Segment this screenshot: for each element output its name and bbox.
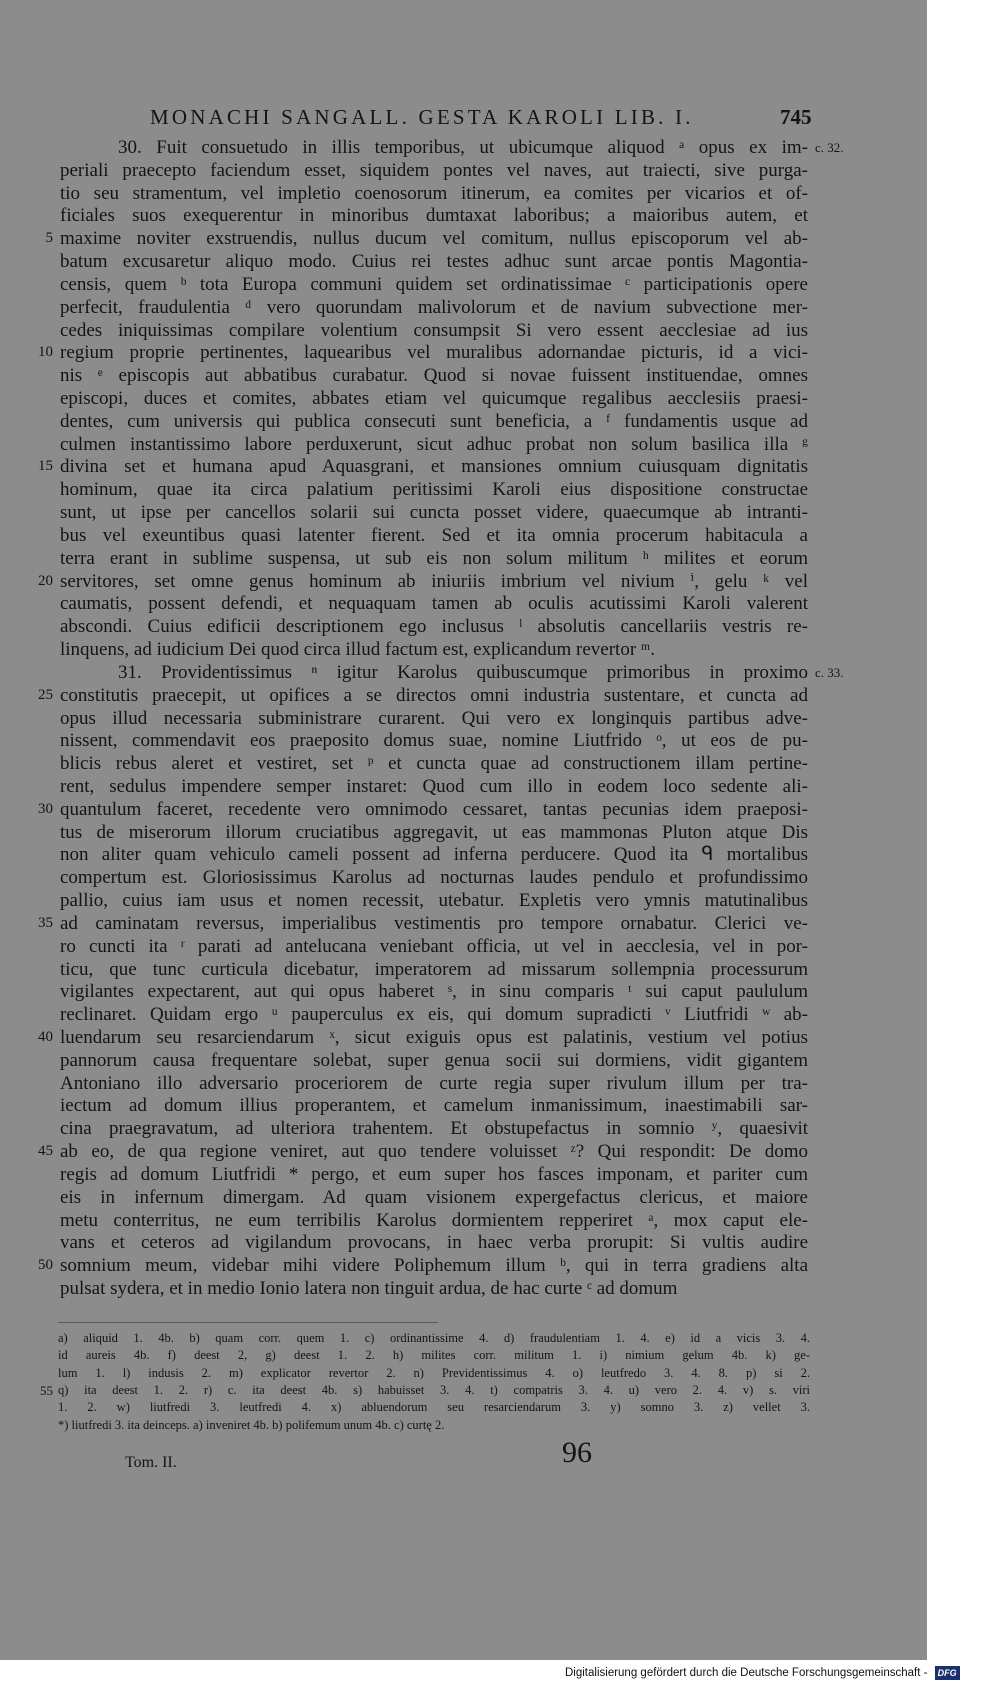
text-line (0, 638, 927, 661)
text-line (0, 684, 927, 707)
footnote-line (0, 1382, 927, 1399)
line-text: opus illud necessaria subministrare curarent. Qui vero ex longinquis partibus adve- (60, 707, 808, 729)
line-text: perfecit, fraudulentia ᵈ vero quorundam malivolorum et de navium subvectione mer- (60, 296, 808, 318)
text-line (0, 501, 927, 524)
footnote-line (0, 1365, 927, 1382)
text-line (0, 182, 927, 205)
text-line (0, 775, 927, 798)
text-line (0, 707, 927, 730)
line-text: cedes iniquissimas compilare volentium consumpsit Si vero essent aecclesiae ad ius (60, 319, 808, 341)
footnote-rule (58, 1322, 438, 1323)
line-text: maxime noviter exstruendis, nullus ducum vel comitum, nullus episcoporum vel ab- (60, 228, 808, 250)
digitization-credit (565, 1666, 960, 1686)
text-line (0, 592, 927, 615)
line-number: 40 (38, 1028, 53, 1045)
text-line (0, 866, 927, 889)
text-line (0, 935, 927, 958)
line-text: dentes, cum universis qui publica consecuti sunt beneficia, a ᶠ fundamentis usque ad (60, 410, 808, 432)
line-text: nissent, commendavit eos praeposito domus suae, nomine Liutfrido ᵒ, ut eos de pu- (60, 730, 808, 752)
text-line (0, 1231, 927, 1254)
line-text: rent, sedulus impendere semper instaret: Quod cum illo in eodem loco sedente ali- (60, 775, 808, 797)
line-number: 30 (38, 800, 53, 817)
text-line (0, 387, 927, 410)
line-text: periali praecepto faciendum esset, siquidem pontes vel naves, aut traiecti, sive purga- (60, 159, 808, 181)
line-text: ficiales suos exequerentur in minoribus dumtaxat laboribus; a maioribus autem, et (60, 205, 808, 227)
text-line (0, 136, 927, 159)
line-text: bus vel exeuntibus quasi latenter fierent. Sed et ita omnia procerum habitacula a (60, 524, 808, 546)
line-text: ticu, que tunc curticula dicebatur, imperatorem ad missarum sollempnia processurum (60, 958, 808, 980)
margin-note: c. 33. (815, 664, 844, 680)
text-line (0, 204, 927, 227)
text-line (0, 273, 927, 296)
line-text: ad caminatam reversus, imperialibus vestimentis pro tempore ornabatur. Clerici ve- (60, 912, 808, 934)
text-line (0, 364, 927, 387)
line-number: 25 (38, 686, 53, 703)
text-line (0, 1163, 927, 1186)
line-text: tio seu stramentum, vel impletio coenosorum itinerum, ea comites per vicarios et of- (60, 182, 808, 204)
line-number: 5 (45, 230, 53, 247)
footnote-text: lum 1. l) indusis 2. m) explicator revertor 2. n) Previdentissimus 4. o) leutfredo 3. 4. 8. p) si 2. (58, 1365, 810, 1380)
footnote-line (0, 1399, 927, 1416)
line-text: culmen instantissimo labore perduxerunt, sicut adhuc probat non solum basilica illa ᵍ (60, 433, 808, 455)
text-line (0, 821, 927, 844)
running-head: MONACHI SANGALL. GESTA KAROLI LIB. I. (150, 105, 694, 129)
line-text: iectum ad domum illius properantem, et camelum inmanissimum, inaestimabili sar- (60, 1095, 808, 1117)
footnote-text: *) liutfredi 3. ita deinceps. a) inveniret 4b. b) polifemum unum 4b. c) curtę 2. (58, 1417, 445, 1432)
line-text: non aliter quam vehiculo cameli possent ad inferna perducere. Quod ita ᑫ mortalibus (60, 844, 808, 866)
line-text: constitutis praecepit, ut opifices a se directos omni industria sustentare, et cuncta ad (60, 684, 808, 706)
line-text: terra erant in sublime suspensa, ut sub eis non solum militum ʰ milites et eorum (60, 547, 808, 569)
line-text: compertum est. Gloriosissimus Karolus ad nocturnas laudes pendulo et profundissimo (60, 867, 808, 889)
line-text: reclinaret. Quidam ergo ᵘ pauperculus ex eis, qui domum supradicti ᵛ Liutfridi ʷ ab- (60, 1004, 808, 1026)
text-line (0, 1254, 927, 1277)
line-text: regis ad domum Liutfridi * pergo, et eum super hos fasces imponam, et pariter cum (60, 1163, 808, 1185)
text-line (0, 1209, 927, 1232)
text-line (0, 455, 927, 478)
text-line (0, 1072, 927, 1095)
text-line (0, 958, 927, 981)
line-text: somnium meum, videbar mihi videre Poliphemum illum ᵇ, qui in terra gradiens alta (60, 1255, 808, 1277)
text-line (0, 1186, 927, 1209)
line-text: batum excusaretur aliquo modo. Cuius rei testes adhuc sunt arcae pontis Magontia- (60, 251, 808, 273)
text-line (0, 1140, 927, 1163)
volume-label: Tom. II. (125, 1454, 177, 1471)
text-line (0, 433, 927, 456)
line-text: pannorum causa frequentare solebat, super genua socii sui dormiens, vidit gigantem (60, 1049, 808, 1071)
footnote-text: 1. 2. w) liutfredi 3. leutfredi 4. x) abluendorum seu resarciendarum 3. y) somno 3. z) vellet 3. (58, 1400, 810, 1415)
line-text: ab eo, de qua regione veniret, aut quo tendere voluisset ᶻ? Qui respondit: De domo (60, 1141, 808, 1163)
line-text: abscondi. Cuius edificii descriptionem ego inclusus ˡ absolutis cancellariis vestris re- (60, 616, 808, 638)
text-line (0, 798, 927, 821)
line-text: regium proprie pertinentes, laquearibus vel muralibus adornandae picturis, id a vici- (60, 342, 808, 364)
line-number: 15 (38, 458, 53, 475)
line-text: caumatis, possent defendi, et nequaquam tamen ab oculis acutissimi Karoli valerent (60, 593, 808, 615)
line-text: sunt, ut ipse per cancellos solarii sui cuncta posset videre, quaecumque ab intranti- (60, 502, 808, 524)
line-number: 35 (38, 914, 53, 931)
text-line (0, 547, 927, 570)
line-text: blicis rebus aleret et vestiret, set ᵖ et cuncta quae ad constructionem illam pertine- (60, 753, 808, 775)
footnote-text: a) aliquid 1. 4b. b) quam corr. quem 1. c) ordinantissime 4. d) fraudulentiam 1. 4. e) id a vicis 3. 4. (58, 1331, 810, 1345)
signature-mark: 96 (562, 1436, 592, 1469)
line-text: linquens, ad iudicium Dei quod circa illud factum est, explicandum revertor ᵐ. (60, 639, 655, 661)
line-text: censis, quem ᵇ tota Europa communi quidem set ordinatissimae ᶜ participationis opere (60, 273, 808, 295)
text-line (0, 1049, 927, 1072)
text-line (0, 524, 927, 547)
line-text: quantulum faceret, recedente vero omnimodo cessaret, tantas pecunias idem praeposi- (60, 798, 808, 820)
footnote-text: q) ita deest 1. 2. r) c. ita deest 4b. s) habuisset 3. 4. t) compatris 3. 4. u) vero 2. 4. v) s. viri (58, 1382, 810, 1397)
line-number: 45 (38, 1143, 53, 1160)
line-number: 50 (38, 1257, 53, 1274)
line-text: servitores, set omne genus hominum ab iniuriis imbrium vel nivium ⁱ, gelu ᵏ vel (60, 570, 808, 592)
text-line (0, 729, 927, 752)
text-line (0, 615, 927, 638)
line-text: 30. Fuit consuetudo in illis temporibus, ut ubicumque aliquod ᵃ opus ex im- (118, 137, 808, 158)
line-text: nis ᵉ episcopis aut abbatibus curabatur. Quod si novae fuissent instituendae, omnes (60, 365, 808, 387)
text-line (0, 1026, 927, 1049)
text-line (0, 319, 927, 342)
line-text: hominum, quae ita circa palatium peritissimi Karoli eius dispositione constructae (60, 479, 808, 501)
line-text: metu conterritus, ne eum terribilis Karolus dormientem repperiret ᵃ, mox caput ele- (60, 1209, 808, 1231)
text-line (0, 570, 927, 593)
line-text: divina set et humana apud Aquasgrani, et mansiones omnium cuiusquam dignitatis (60, 456, 808, 478)
line-text: cina praegravatum, ad ulteriora trahentem. Et obstupefactus in somnio ʸ, quaesivit (60, 1118, 808, 1140)
text-line (0, 159, 927, 182)
line-text: vigilantes expectarent, aut qui opus haberet ˢ, in sinu comparis ᵗ sui caput paululum (60, 981, 808, 1003)
line-text: pulsat sydera, et in medio Ionio latera non tinguit ardua, de hac curte ᶜ ad domum (60, 1278, 678, 1299)
page-number: 745 (780, 105, 812, 129)
line-text: Antoniano illo adversario proceriorem de curte regia super rivulum illum per tra- (60, 1072, 808, 1094)
line-text: eis in infernum dimergam. Ad quam visionem expergefactus clericus, et maiore (60, 1186, 808, 1208)
text-line (0, 1003, 927, 1026)
footnote-text: id aureis 4b. f) deest 2, g) deest 1. 2. h) milites corr. militum 1. i) nimium gelum 4b. k) ge- (58, 1348, 810, 1363)
line-text: tus de miserorum illorum cruciatibus aggregavit, ut eas mammonas Pluton atque Dis (60, 821, 808, 843)
text-line (0, 227, 927, 250)
text-line (0, 661, 927, 684)
footnote-line (0, 1347, 927, 1364)
line-text: luendarum seu resarciendarum ˣ, sicut exiguis opus est palatinis, vestium vel potius (60, 1026, 808, 1048)
text-line (0, 912, 927, 935)
line-number: 20 (38, 572, 53, 589)
line-text: pallio, cuius iam usus et nomen recessit, utebatur. Expletis vero ymnis matutinalibus (60, 890, 808, 912)
line-text: 31. Providentissimus ⁿ igitur Karolus quibuscumque primoribus in proximo (118, 661, 808, 683)
margin-note: c. 32. (815, 140, 844, 155)
footnote-line (0, 1330, 927, 1347)
line-text: vans et ceteros ad vigilandum provocans, in haec verba prorupit: Si vultis audire (60, 1232, 808, 1254)
text-line (0, 250, 927, 273)
footnote-line (0, 1417, 927, 1434)
text-line (0, 478, 927, 501)
text-line (0, 1094, 927, 1117)
dfg-logo: DFG (935, 1666, 960, 1680)
text-line (0, 980, 927, 1003)
text-line (0, 843, 927, 866)
line-text: episcopi, duces et comites, abbates etiam vel quicumque regalibus aecclesiis praesi- (60, 388, 808, 410)
text-line (0, 752, 927, 775)
text-line (0, 410, 927, 433)
credit-text: Digitalisierung gefördert durch die Deutsche Forschungsgemeinschaft - (565, 1667, 928, 1680)
line-number: 10 (38, 344, 53, 361)
text-line (0, 296, 927, 319)
text-line (0, 1277, 927, 1300)
text-line (0, 1117, 927, 1140)
text-line (0, 889, 927, 912)
line-number: 55 (40, 1382, 53, 1398)
text-line (0, 341, 927, 364)
line-text: ro cuncti ita ʳ parati ad antelucana veniebant officia, ut vel in aecclesia, vel in por- (60, 935, 808, 957)
